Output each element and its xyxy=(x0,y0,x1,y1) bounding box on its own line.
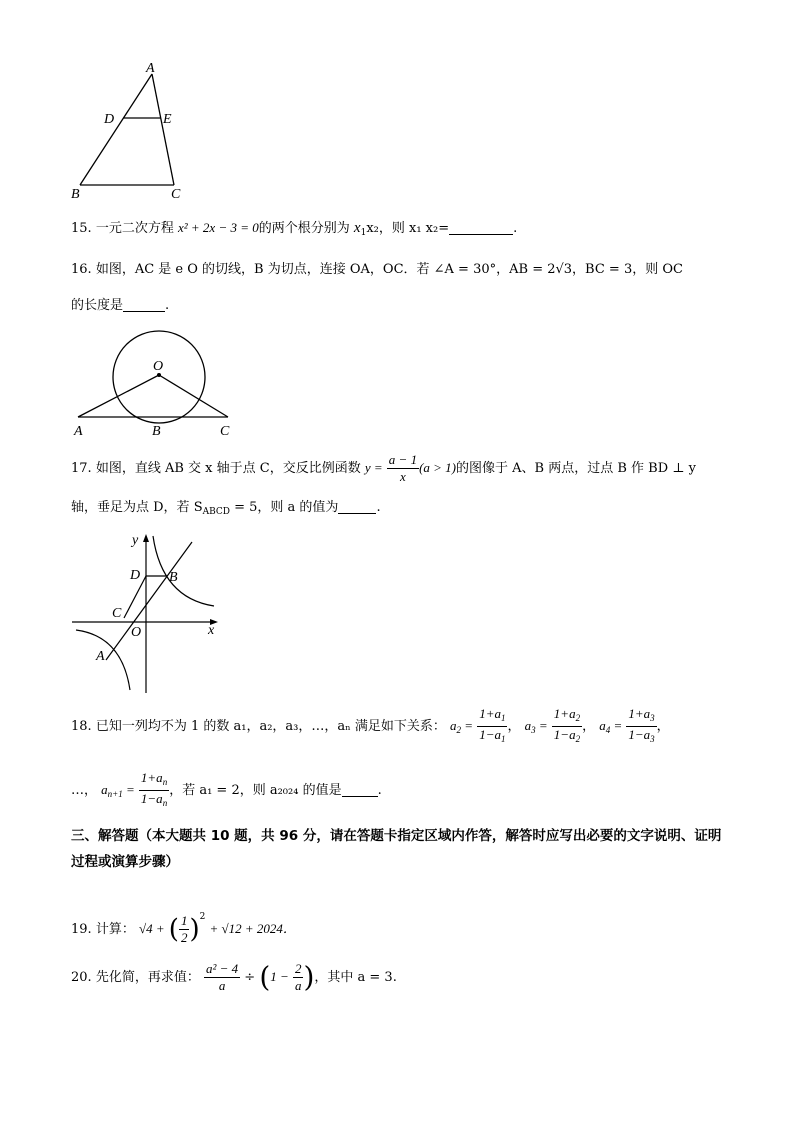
q16-text-line1: 如图，AC 是 e O 的切线，B 为切点，连接 OA，OC．若 ∠A = 30°，AB = 2√3，BC = 3，则 OC xyxy=(95,262,683,277)
label-c: C xyxy=(112,606,122,621)
q20-div: ÷ xyxy=(244,970,256,985)
label-x: x xyxy=(208,623,215,638)
q17-answer-blank[interactable] xyxy=(338,499,376,514)
q18-frac-general: $\frac{1+a_n}{1-a_n}$ xyxy=(140,770,168,808)
q17-end: . xyxy=(376,500,381,515)
label-d: D xyxy=(130,568,141,583)
q18-ellipsis: …， xyxy=(71,783,98,798)
line-ab xyxy=(106,542,192,660)
label-a: A xyxy=(146,61,155,76)
q18-text-line2: ，若 a₁ = 2，则 a₂₀₂₄ 的值是 xyxy=(169,783,342,798)
label-c: C xyxy=(220,424,230,439)
q16-text-line2: 的长度是 xyxy=(71,298,124,313)
side-ac xyxy=(152,74,174,185)
question-16-line1 xyxy=(71,261,683,279)
side-ab xyxy=(80,74,152,185)
q19-text: 计算： xyxy=(95,922,135,937)
hyperbola-branch-upper xyxy=(153,536,214,606)
q17-text-b: 的图像于 A、B 两点，过点 B 作 BD ⊥ y xyxy=(456,461,696,476)
q20-text: 先化简，再求值： xyxy=(95,970,200,985)
q19-exponent: 2 xyxy=(199,912,206,922)
q20-number: 20. xyxy=(71,970,92,985)
q19-number: 19. xyxy=(71,922,92,937)
hyperbola-figure-17 xyxy=(66,528,236,698)
segment-oa xyxy=(78,375,159,417)
segment-oc xyxy=(159,375,228,417)
label-b: B xyxy=(71,187,80,202)
q18-end: . xyxy=(377,783,382,798)
q17-number: 17. xyxy=(71,461,92,476)
q18-frac-a3: $\frac{1+a_2}{1-a_2}$ xyxy=(553,706,581,744)
q15-equation: x² + 2x − 3 = 0 xyxy=(177,220,259,235)
q16-answer-blank[interactable] xyxy=(123,297,165,312)
question-17-line2 xyxy=(71,499,381,521)
q15-text: 一元二次方程 xyxy=(95,221,174,236)
q16-end: . xyxy=(165,298,170,313)
q18-frac-a4: $\frac{1+a_3}{1-a_3}$ xyxy=(628,706,655,744)
label-a: A xyxy=(74,424,83,439)
q19-expr-b: + √12 + 2024． xyxy=(209,921,296,936)
q20-fraction-inner: $\frac{2}{a}$ xyxy=(294,961,302,993)
q15-end: . xyxy=(513,221,518,236)
q17-text-a: 如图，直线 AB 交 x 轴于点 C，交反比例函数 xyxy=(95,461,361,476)
label-c: C xyxy=(171,187,181,202)
label-b: B xyxy=(169,570,178,585)
q20-tail: ，其中 a = 3. xyxy=(314,970,397,985)
q15-x2: x₂，则 x₁ x₂= xyxy=(366,221,450,236)
label-a: A xyxy=(96,649,105,664)
question-16-line2 xyxy=(71,297,169,315)
q16-number: 16. xyxy=(71,262,92,277)
label-o: O xyxy=(131,625,142,640)
section-3-title: 三、解答题（本大题共 10 题，共 96 分，请在答题卡指定区域内作答，解答时应写出必要的文字说明、证明过程或演算步骤） xyxy=(71,828,722,870)
question-19: 19. 计算： √4 + ( $\frac{1}{2}$ )$^2$ + √12 + 2024． xyxy=(71,912,296,945)
q18-text: 已知一列均不为 1 的数 a₁，a₂，a₃，…，aₙ 满足如下关系： xyxy=(95,719,446,734)
q15-x1: x xyxy=(353,220,361,236)
q15-number: 15. xyxy=(71,221,92,236)
label-o: O xyxy=(153,359,164,374)
question-20: 20. 先化简，再求值： $\frac{\text{a² − 4}}{a}$ ÷ (1 − $\frac{2}{a}$ )，其中 a = 3. xyxy=(71,960,397,994)
q17-subscript: ABCD xyxy=(202,507,230,517)
y-axis-arrow xyxy=(143,534,149,542)
question-18-line1: 18. 已知一列均不为 1 的数 a₁，a₂，a₃，…，aₙ 满足如下关系： $a_2$ = $\frac{1+a_1}{1-a_1}$ ， $a_3$ = $\frac{1+a_2}{1-a_2}$ ， $a_4$ = $\frac{1+a_3}{1-a_3}$ ， xyxy=(71,706,670,747)
q17-text-line2: 轴，垂足为点 D，若 S xyxy=(71,500,203,515)
question-18-line2: …， $a_{n+1}$ = $\frac{1+a_n}{1-a_n}$ ，若 a₁ = 2，则 a₂₀₂₄ 的值是 . xyxy=(71,770,382,811)
question-15: 15. 一元二次方程 x² + 2x − 3 = 0的两个根分别为 $x_1x_2$，则 x₁ x₂= . xyxy=(71,220,518,238)
q20-fraction-main: $\frac{\text{a² − 4}}{a}$ xyxy=(205,961,239,993)
label-b: B xyxy=(152,424,161,439)
q19-expr-a: √4 + xyxy=(138,921,165,936)
triangle-figure-14 xyxy=(66,60,196,205)
q19-fraction: $\frac{1}{2}$ xyxy=(180,913,188,945)
q17-text-line2b: = 5，则 a 的值为 xyxy=(229,500,339,515)
q15-mid: 的两个根分别为 xyxy=(258,221,350,236)
question-17-line1: 17. 如图，直线 AB 交 x 轴于点 C，交反比例函数 y = $\frac{a - 1}{x}$ (a > 1)的图像于 A、B 两点，过点 B 作 BD ⊥ y xyxy=(71,452,696,484)
q20-paren-a: 1 − xyxy=(270,969,289,984)
circle-tangent-figure-16 xyxy=(66,325,246,440)
label-e: E xyxy=(163,112,172,127)
label-y: y xyxy=(132,533,139,548)
label-d: D xyxy=(104,112,115,127)
q17-condition: (a > 1) xyxy=(419,460,457,475)
q18-frac-a2: $\frac{1+a_1}{1-a_1}$ xyxy=(479,706,506,744)
q15-answer-blank[interactable] xyxy=(449,220,513,235)
q18-number: 18. xyxy=(71,719,92,734)
q18-answer-blank[interactable] xyxy=(342,782,378,797)
q17-fraction: $\frac{a - 1}{x}$ xyxy=(388,452,418,484)
